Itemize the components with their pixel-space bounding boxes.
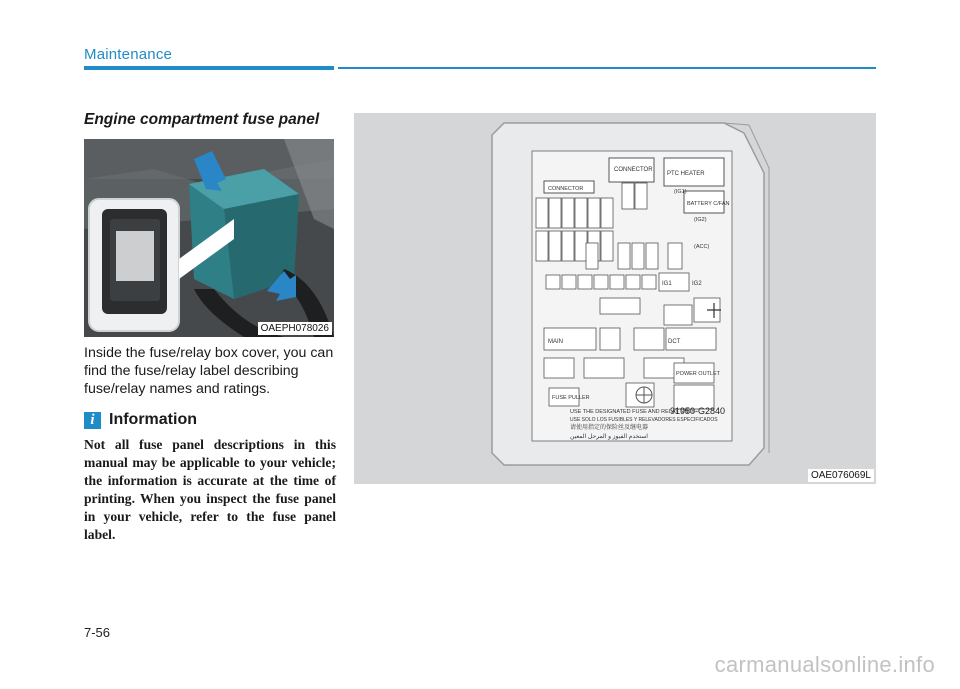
information-title: Information xyxy=(109,411,197,428)
part-number: 91950-G2840 xyxy=(670,406,726,416)
info-icon: i xyxy=(84,412,101,429)
notice-english: USE THE DESIGNATED FUSE AND RELAY ONLY. xyxy=(570,409,696,415)
section-header: Maintenance xyxy=(84,46,173,63)
notice-spanish: USE SOLO LOS FUSIBLES Y RELEVADORES ESPECIFICADOS xyxy=(570,417,718,423)
connector-label-top: CONNECTOR xyxy=(614,167,653,173)
fuse-panel-drawing xyxy=(354,113,876,484)
information-text: Not all fuse panel descriptions in this manual may be applicable to your vehicle; the information is accurate at the time of printing. When you inspect the fuse panel in your vehicle, refer to the fuse panel label. xyxy=(84,437,336,542)
ptc-heater-label: PTC HEATER xyxy=(667,171,705,177)
ig1-relay-label: (IG1) xyxy=(674,189,687,195)
information-heading xyxy=(84,411,197,429)
header-rule-thick xyxy=(84,66,334,70)
section-title: Engine compartment fuse panel xyxy=(84,111,320,128)
fuse-puller-label: FUSE PULLER xyxy=(552,395,590,401)
acc-relay-label: (ACC) xyxy=(694,244,710,250)
dct-label: DCT xyxy=(668,339,681,345)
power-outlet-label: POWER OUTLET xyxy=(676,371,721,377)
battery-label: BATTERY C/FAN xyxy=(687,201,730,207)
ig2-relay-label: (IG2) xyxy=(694,217,707,223)
connector-label-left: CONNECTOR xyxy=(548,186,584,192)
watermark: carmanualsonline.info xyxy=(714,652,935,677)
engine-photo-illustration xyxy=(84,139,334,337)
notice-arabic: استخدم الفيوز و المرحل المعين xyxy=(570,434,648,440)
photo-code: OAEPH078026 xyxy=(258,322,332,335)
header-rule-thin xyxy=(338,67,876,69)
ig2-fuse-label: IG2 xyxy=(692,281,702,287)
body-text: Inside the fuse/relay box cover, you can find the fuse/relay label describing fuse/relay names and ratings. xyxy=(84,345,334,397)
engine-compartment-photo xyxy=(84,139,334,337)
ig1-fuse-label: IG1 xyxy=(662,281,672,287)
page-number: 7-56 xyxy=(84,625,111,640)
diagram-code: OAE076069L xyxy=(808,469,874,482)
notice-chinese: 请使用指定的保险丝及继电器 xyxy=(570,425,649,431)
fuse-panel-diagram xyxy=(354,113,876,484)
main-fuse-label: MAIN xyxy=(548,339,563,345)
